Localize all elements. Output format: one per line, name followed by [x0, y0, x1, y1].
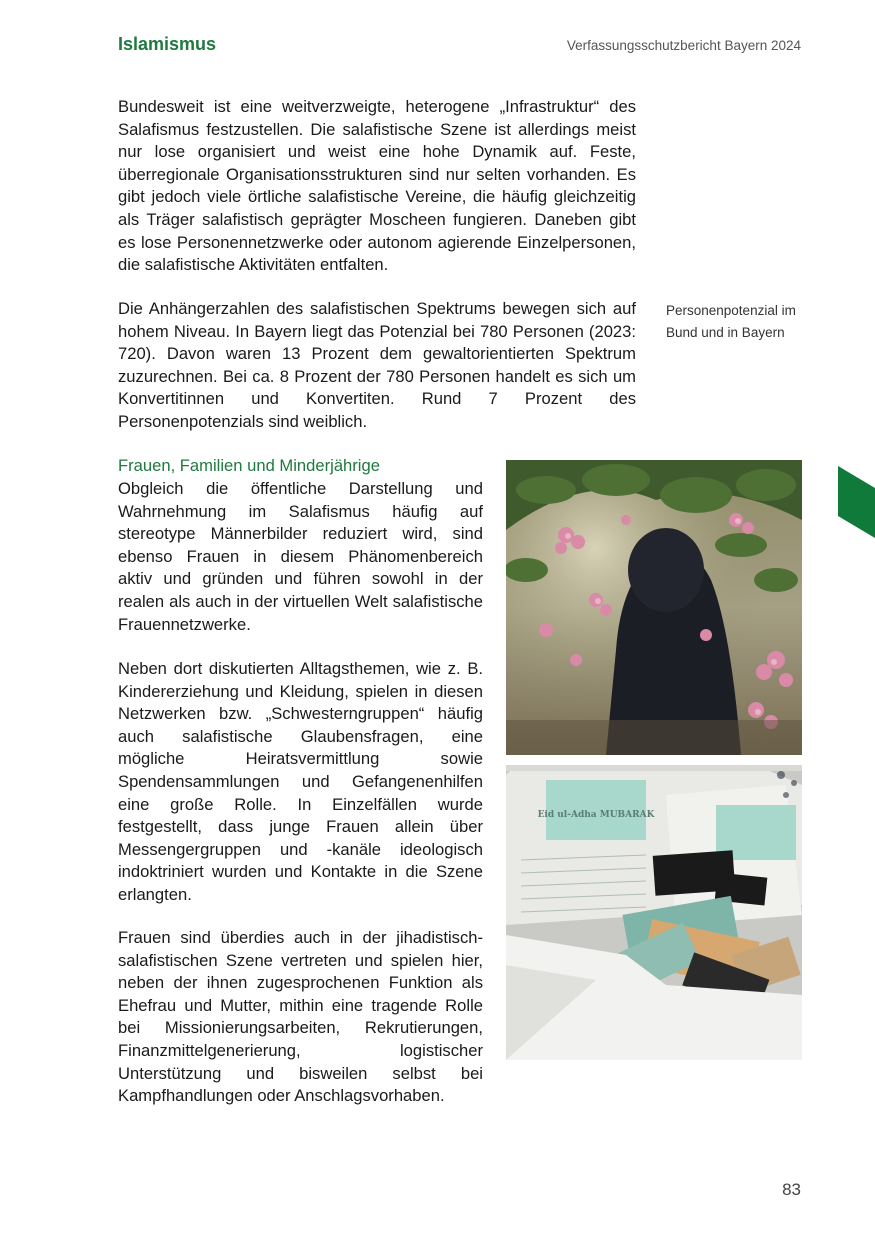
subheading-women: Frauen, Familien und Minderjährige: [118, 456, 380, 475]
photo-donation-cards-graphic: [506, 765, 802, 1060]
paragraph-women-networks: Obgleich die öffentliche Darstellung und Wahrnehmung im Salafismus häufig auf stereotype Männerbilder reduziert wird, sind ebenso Frauen in diesem Phänomenbereich aktiv und gründen und führen sowohl in der realen als auch in der virtuellen Welt salafistische Frauennetzwerke.: [118, 479, 483, 634]
publication-title: Verfassungsschutzbericht Bayern 2024: [566, 38, 801, 53]
chapter-tab-marker: [838, 466, 875, 538]
photo-veiled-woman-graphic: [506, 460, 802, 755]
section-title: Islamismus: [118, 34, 217, 54]
paragraph-infrastructure: Bundesweit ist eine weitverzweigte, heterogene „Infrastruktur“ des Salafismus festzustellen. Die salafistische Szene ist allerdings meist nur lose organisiert und weist eine hohe Dynamik auf. Feste, überregionale Organisationsstrukturen sind nur selten vorhanden. Es gibt jedoch viele örtliche salafistische Vereine, die häufig gleichzeitig als Träger salafistisch geprägter Moscheen fungieren. Daneben gibt es lose Personennetzwerke oder autonom agierende Einzelpersonen, die salafistische Aktivitäten entfalten.: [118, 97, 636, 275]
paragraph-jihadist-women: Frauen sind überdies auch in der jihadistisch-salafistischen Szene vertreten und spielen hier, neben der ihnen zugesprochenen Funktion als Ehefrau und Mutter, mithin eine tragende Rolle bei Missionierungsarbeiten, Rekrutierungen, Finanzmittelgenerierung, logistischer Unterstützung und bisweilen selbst bei Kampfhandlungen oder Anschlagsvorhaben.: [118, 928, 483, 1106]
photo-veiled-woman: [506, 460, 802, 755]
margin-note: Personenpotenzial im Bund und in Bayern: [666, 303, 796, 340]
card-lettering: Eid ul-Adha MUBARAK: [537, 810, 655, 820]
paragraph-followers: Die Anhängerzahlen des salafistischen Spektrums bewegen sich auf hohem Niveau. In Bayern liegt das Potenzial bei 780 Personen (2023: 720). Davon waren 13 Prozent dem gewaltorientierten Spektrum zuzurechnen. Bei ca. 8 Prozent der 780 Personen handelt es sich um Konvertitinnen und Konvertiten. Rund 7 Prozent des Personenpotenzials sind weiblich.: [118, 299, 636, 431]
page-number: 83: [782, 1180, 801, 1199]
paragraph-sister-groups: Neben dort diskutierten Alltagsthemen, wie z. B. Kindererziehung und Kleidung, spielen in diesen Netzwerken bzw. „Schwesterngruppen“ häufig auch salafistische Glaubensfragen, eine mögliche Heiratsvermittlung sowie Spendensammlungen und Gefangenenhilfen eine große Rolle. In Einzelfällen wurde festgestellt, dass junge Frauen allein über Messengergruppen und -kanäle ideologisch indoktriniert wurden und Kontakte in die Szene erlangten.: [118, 659, 483, 904]
photo-donation-cards: [506, 765, 802, 1060]
